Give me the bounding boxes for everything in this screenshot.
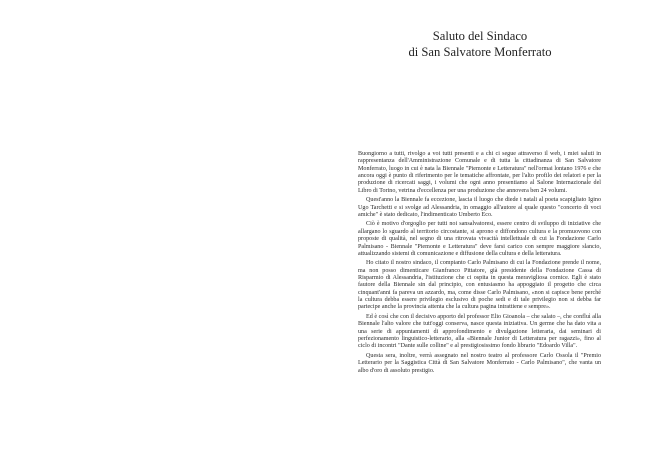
paragraph: Ed è così che con il decisivo apporto del professor Elio Gioanola – che salato –, che confluì alla Biennale l'alto valore che tutt'oggi conserva, nasce questa iniziativa. Un germe che ha dato vita a una serie di appuntamenti di approfondimento e divulgazione letteraria, dai seminari di perfezionamento linguistico-letterario, alla «Biennale Junior di Letteratura per ragazzi», fino al ciclo di incontri "Dante sulle colline" e al prestigiosissimo fondo librario "Edoardo Villa". <box>358 313 601 350</box>
body-text <box>358 151 601 377</box>
title-line-1: Saluto del Sindaco <box>432 29 528 43</box>
paragraph: Ciò è motivo d'orgoglio per tutti noi sansalvatoresi, essere centro di sviluppo di iniziative che allargano lo sguardo al territorio circostante, si aprono e diffondono cultura e la promuovono con proposte di qualità, nel segno di una ritrovata vivacità intellettuale di cui la Fondazione Carlo Palmisano - Biennale "Piemonte e Letteratura" deve farsi carico con sempre maggiore slancio, attualizzando sistemi di comunicazione e diffusione della cultura e della letteratura. <box>358 221 601 257</box>
title-line-2: di San Salvatore Monferrato <box>408 45 552 59</box>
paragraph: Quest'anno la Biennale fa eccezione, lascia il luogo che diede i natali al poeta scapigliato Igino Ugo Tarchetti e si svolge ad Alessandria, in omaggio all'autore al quale questo "concerto di voci amiche" è stato dedicato, l'indimenticato Umberto Eco. <box>358 197 601 218</box>
paragraph: Buongiorno a tutti, rivolgo a voi tutti presenti e a chi ci segue attraverso il web, i miei saluti in rappresentanza dell'Amministrazione Comunale e di tutta la cittadinanza di San Salvatore Monferrato, luogo in cui è nata la Biennale "Piemonte e Letteratura" nell'ormai lontano 1976 e che ancora oggi è punto di riferimento per le tematiche affrontate, per l'alto profilo dei relatori e per la produzione di ricercati saggi, i volumi che ogni anno presentiamo al Salone Internazionale del Libro di Torino, vetrina d'eccellenza per una produzione che annovera ben 24 volumi. <box>358 151 601 194</box>
page-title <box>390 28 570 60</box>
paragraph: Ho citato il nostro sindaco, il compianto Carlo Palmisano di cui la Fondazione prende il nome, ma non posso dimenticare Gianfranco Pittatore, già presidente della Fondazione Cassa di Risparmio di Alessandria, l'istituzione che ci ospita in questa meravigliosa cornice. Egli è stato fautore della Biennale sin dal principio, con entusiasmo ha appoggiato il progetto che circa cinquant'anni fa pareva un azzardo, ma, come disse Carlo Palmisano, «non si capisce bene perché la cultura debba essere privilegio esclusivo di poche sedi e di tale privilegio non si debba far partecipe anche la provincia attenta che la cultura pagina intrattiene e sempre». <box>358 260 601 311</box>
paragraph: Questa sera, inoltre, verrà assegnato nel nostro teatro al professore Carlo Ossola il "Premio Letterario per la Saggistica Città di San Salvatore Monferrato - Carlo Palmisano", che vanta un albo d'oro di assoluto prestigio. <box>358 352 601 374</box>
